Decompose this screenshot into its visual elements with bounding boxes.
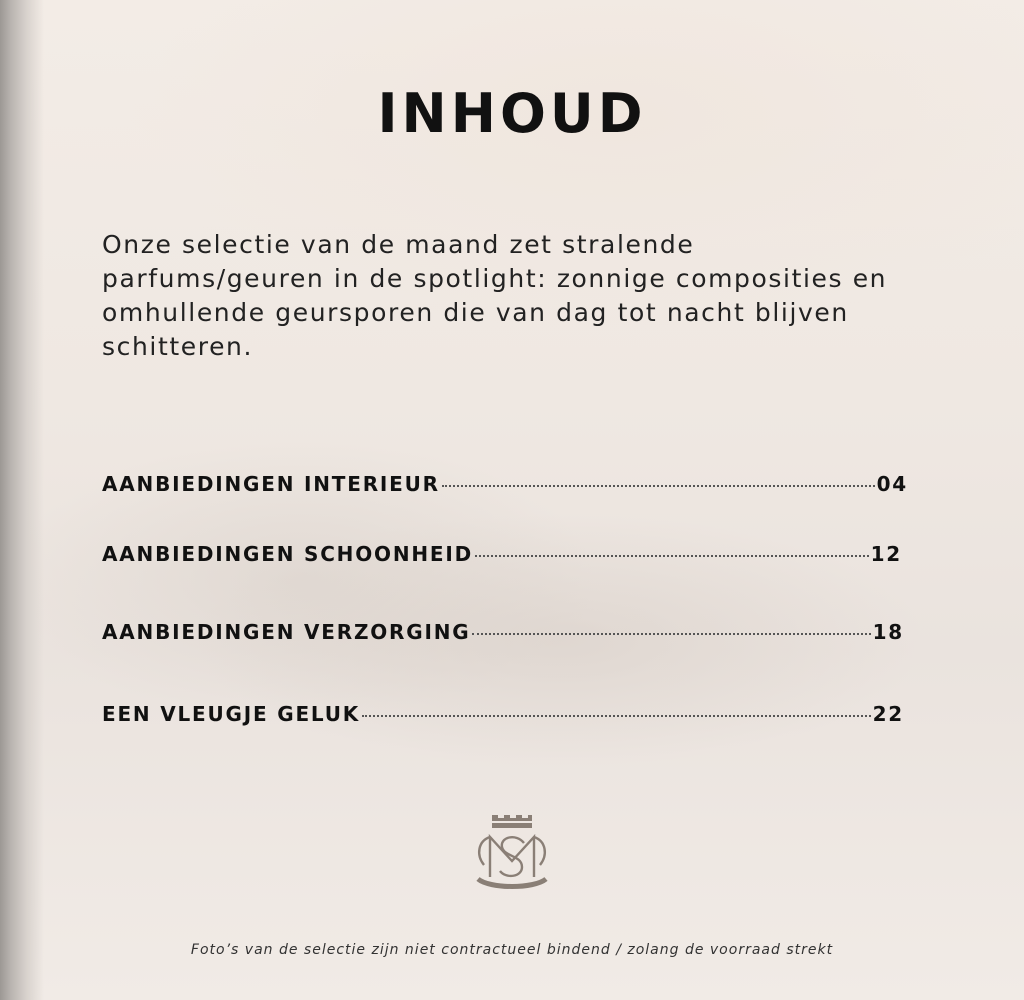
toc-entry-page: 12 (870, 542, 902, 566)
toc-entry-schoonheid[interactable] (102, 542, 902, 566)
monogram-crest-icon (470, 815, 554, 895)
toc-dot-leader (475, 555, 869, 557)
toc-entry-label: AANBIEDINGEN VERZORGING (102, 620, 471, 644)
toc-entry-interieur[interactable] (102, 472, 908, 496)
toc-entry-verzorging[interactable] (102, 620, 904, 644)
toc-dot-leader (362, 715, 870, 717)
page-title: INHOUD (377, 82, 647, 145)
toc-entry-label: AANBIEDINGEN INTERIEUR (102, 472, 440, 496)
toc-entry-geluk[interactable] (102, 702, 904, 726)
disclaimer-footer: Foto’s van de selectie zijn niet contractueel bindend / zolang de voorraad strekt (190, 942, 834, 958)
page-spine-shadow (0, 0, 44, 1000)
toc-dot-leader (472, 633, 870, 635)
toc-entry-label: EEN VLEUGJE GELUK (102, 702, 361, 726)
intro-paragraph: Onze selectie van de maand zet stralende parfums/geuren in de spotlight: zonnige composities en omhullende geursporen die van dag tot nacht blijven schitteren. (102, 230, 888, 361)
toc-dot-leader (442, 485, 875, 487)
toc-entry-page: 04 (876, 472, 908, 496)
toc-entry-page: 22 (872, 702, 904, 726)
toc-entry-page: 18 (872, 620, 904, 644)
toc-entry-label: AANBIEDINGEN SCHOONHEID (102, 542, 474, 566)
